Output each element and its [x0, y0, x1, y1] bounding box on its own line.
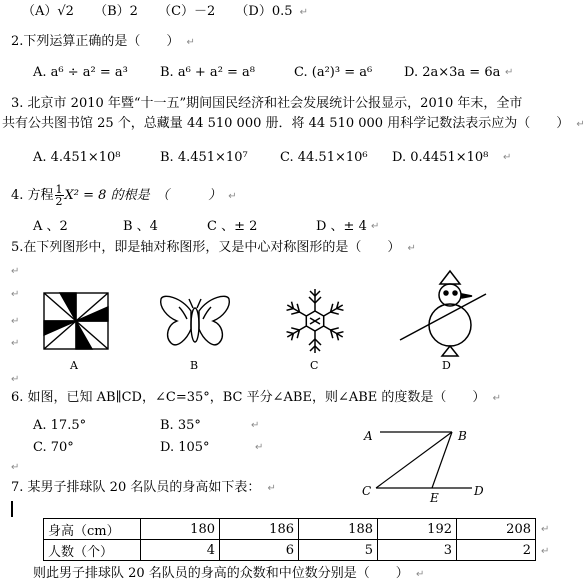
q7-question: 则此男子排球队 20 名队员的身高的众数和中位数分别是（ ） ↵ [33, 566, 425, 581]
return-mark: ↵ [11, 338, 20, 349]
return-mark: ↵ [541, 546, 550, 557]
height-table [43, 518, 536, 561]
figure-a-pinwheel-icon [40, 290, 112, 352]
table-cell: 2 [457, 540, 536, 561]
figure-c-snowflake-icon [278, 286, 352, 356]
point-b-label: B [458, 429, 467, 443]
q3-line-2: 共有公共图书馆 25 个，总藏量 44 510 000 册．将 44 510 000 用科学记数法表示应为（ ） ↵ [2, 116, 585, 131]
table-header-height: 身高（cm） [44, 519, 141, 540]
q6-stem: 6. 如图，已知 AB∥CD，∠C=35°，BC 平分∠ABE，则∠ABE 的度数是（ ） ↵ [11, 390, 501, 405]
q2-option-c: C. (a²)³ = a⁶ [294, 65, 373, 80]
table-cell: 180 [141, 519, 220, 540]
return-mark: ↵ [11, 374, 20, 385]
table-cell: 3 [378, 540, 457, 561]
q6-geometry-figure [358, 424, 494, 504]
q4-option-b: B 、4 [123, 219, 158, 234]
q6-option-b: B. 35° [160, 418, 201, 433]
q7-stem: 7. 某男子排球队 20 名队员的身高如下表： ↵ [11, 480, 276, 495]
table-cell: 186 [220, 519, 299, 540]
q2-stem: 2.下列运算正确的是（ ） ↵ [11, 34, 195, 49]
text-cursor [11, 501, 13, 517]
point-c-label: C [362, 484, 372, 498]
q5-stem: 5.在下列图形中，即是轴对称图形，又是中心对称图形的是（ ） ↵ [11, 240, 416, 255]
q1-option-c: （C）－2 [158, 4, 216, 19]
q1-options-line [22, 4, 308, 21]
point-e-label: E [430, 491, 439, 505]
return-mark: ↵ [371, 221, 380, 232]
q6-option-a: A. 17.5° [33, 418, 87, 433]
table-row [44, 519, 536, 540]
q1-option-a: （A）√2 [22, 4, 74, 19]
table-cell: 188 [299, 519, 378, 540]
table-row [44, 540, 536, 561]
figure-a-label: A [70, 359, 78, 372]
return-mark: ↵ [541, 524, 550, 535]
table-header-count: 人数（个） [44, 540, 141, 561]
figure-d-snowman-icon [398, 270, 498, 360]
q4-fraction: $\frac{1}{2}$ [55, 183, 63, 208]
q4-option-c: C 、± 2 [207, 219, 258, 234]
table-cell: 192 [378, 519, 457, 540]
return-mark: ↵ [407, 243, 416, 254]
return-mark: ↵ [186, 37, 195, 48]
return-mark: ↵ [228, 191, 237, 202]
return-mark: ↵ [492, 393, 501, 404]
figure-d-label: D [442, 359, 451, 372]
q4-option-a: A 、2 [33, 219, 68, 234]
return-mark: ↵ [255, 442, 264, 453]
table-cell: 4 [141, 540, 220, 561]
return-mark: ↵ [299, 7, 309, 18]
point-d-label: D [474, 484, 484, 498]
return-mark: ↵ [415, 569, 425, 580]
return-mark: ↵ [11, 289, 20, 300]
q6-option-c: C. 70° [33, 440, 74, 455]
table-cell: 208 [457, 519, 536, 540]
q2-option-b: B. a⁶ + a² = a⁸ [160, 65, 256, 80]
q3-option-c: C. 44.51×10⁶ [280, 150, 368, 165]
q1-option-d: （D）0.5 [235, 4, 293, 19]
q3-option-b: B. 4.451×10⁷ [160, 150, 248, 165]
figure-b-butterfly-icon [157, 293, 233, 353]
figure-c-label: C [310, 359, 319, 372]
return-mark: ↵ [503, 152, 512, 163]
return-mark: ↵ [576, 119, 585, 130]
q6-option-d: D. 105° [160, 440, 210, 455]
return-mark: ↵ [11, 266, 20, 277]
q2-option-d: D. 2a×3a = 6a [404, 65, 501, 80]
q4-option-d: D 、± 4 [316, 219, 367, 234]
point-a-label: A [364, 429, 373, 443]
figure-b-label: B [190, 359, 199, 372]
return-mark: ↵ [251, 420, 260, 431]
table-cell: 5 [299, 540, 378, 561]
q3-option-a: A. 4.451×10⁸ [33, 150, 121, 165]
q2-option-a: A. a⁶ ÷ a² = a³ [33, 65, 128, 80]
q4-stem: 4. 方程 $\frac{1}{2}$ X² = 8 的根是 （ ） ↵ [11, 183, 237, 208]
return-mark: ↵ [267, 483, 276, 494]
return-mark: ↵ [11, 316, 20, 327]
q3-line-1: 3. 北京市 2010 年暨“十一五”期间国民经济和社会发展统计公报显示，2010 年末，全市 [11, 96, 523, 111]
return-mark: ↵ [11, 462, 20, 473]
q3-option-d: D. 0.4451×10⁸ [392, 150, 489, 165]
table-cell: 6 [220, 540, 299, 561]
q1-option-b: （B）2 [94, 4, 138, 19]
return-mark: ↵ [505, 67, 514, 78]
